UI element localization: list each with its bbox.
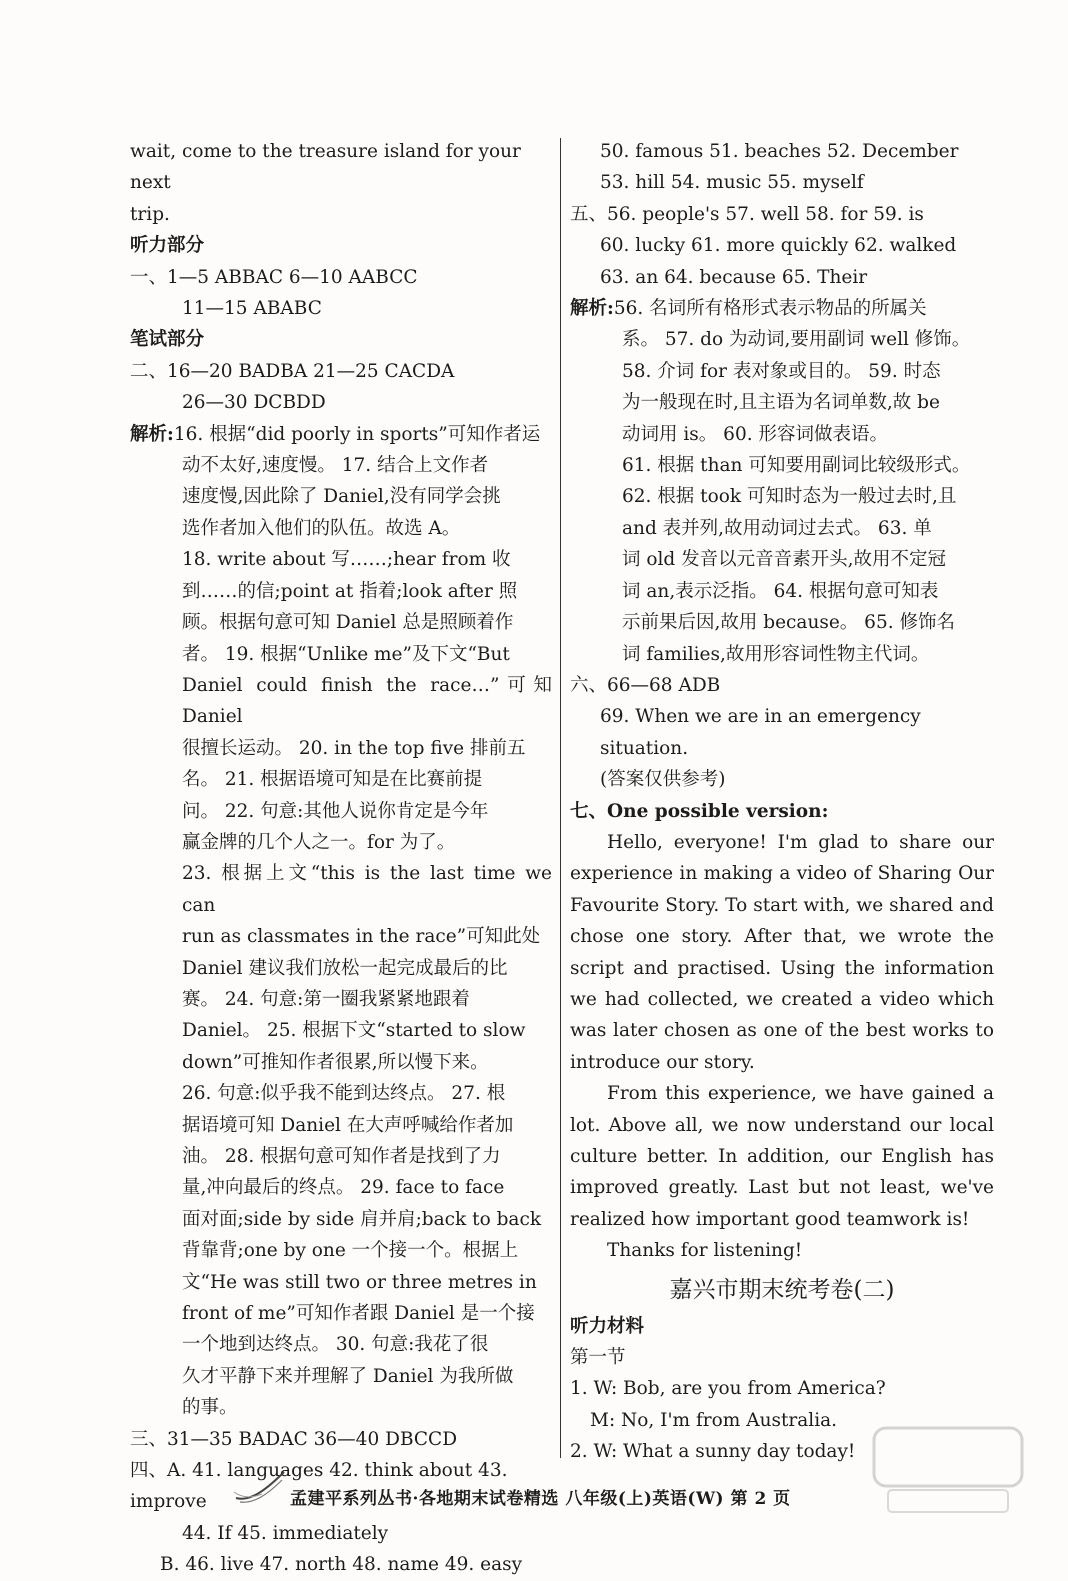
- answer-q4c: B. 46. live 47. north 48. name 49. easy: [160, 1554, 523, 1576]
- part-heading: 第一节: [570, 1347, 626, 1369]
- answer-q1: 一、1—5 ABBAC 6—10 AABCC: [130, 266, 418, 288]
- essay-paragraph: Hello, everyone! I'm glad to share our experience in making a video of Sharing Our Favourite Story. To start with, we shared and chose one story. After that, we wrote the script and practised. Using the information we had collected, we created a video which was later chosen as one of the best works to introduce our story.: [570, 831, 994, 1073]
- analysis-line: 量,冲向最后的终点。 29. face to face: [182, 1177, 505, 1199]
- answer-line: 60. lucky 61. more quickly 62. walked: [600, 235, 957, 257]
- analysis-line: 动词用 is。 60. 形容词做表语。: [622, 423, 888, 445]
- section-title: 嘉兴市期末统考卷(二): [669, 1276, 895, 1303]
- answer-q4b: 44. If 45. immediately: [182, 1522, 389, 1544]
- analysis-line: 62. 根据 took 可知时态为一般过去时,且: [622, 486, 957, 508]
- analysis-line: 油。 28. 根据句意可知作者是找到了力: [182, 1146, 501, 1167]
- analysis-line: 者。 19. 根据“Unlike me”及下文“But: [182, 643, 510, 665]
- answer-q2: 二、16—20 BADBA 21—25 CACDA: [130, 360, 455, 382]
- analysis-line: 的事。: [182, 1397, 238, 1419]
- right-column: [570, 136, 994, 1468]
- swoosh-logo-icon: [232, 1468, 288, 1508]
- analysis-line: 词 old 发音以元音音素开头,故用不定冠: [622, 549, 947, 571]
- listening-heading: 听力部分: [130, 235, 205, 257]
- analysis-label: 解析:: [130, 423, 174, 445]
- dialog-line: M: No, I'm from Australia.: [590, 1409, 838, 1431]
- answer-line: 50. famous 51. beaches 52. December: [600, 141, 959, 162]
- analysis-line: 速度慢,因此除了 Daniel,没有同学会挑: [182, 486, 501, 508]
- analysis-line: 文“He was still two or three metres in: [182, 1271, 537, 1293]
- answer-line: 53. hill 54. music 55. myself: [600, 172, 864, 194]
- analysis-line: 赢金牌的几个人之一。for 为了。: [182, 831, 456, 853]
- analysis-text: 16. 根据“did poorly in sports”可知作者运: [173, 423, 541, 445]
- analysis-first-line: [570, 293, 994, 324]
- analysis-block: [130, 450, 552, 1424]
- analysis-line: 词 an,表示泛指。 64. 根据句意可知表: [622, 580, 939, 602]
- analysis-line: 词 families,故用形容词性物主代词。: [622, 643, 930, 665]
- answer-q2b: 26—30 DCBDD: [182, 392, 326, 414]
- analysis-line: 26. 句意:似乎我不能到达终点。 27. 根: [182, 1083, 506, 1105]
- analysis-line: Daniel 建议我们放松一起完成最后的比: [182, 957, 508, 979]
- watermark-logo-icon: [868, 1420, 1028, 1520]
- analysis-line: 到……的信;point at 指着;look after 照: [182, 580, 518, 602]
- analysis-line: 很擅长运动。 20. in the top five 排前五: [182, 737, 526, 759]
- analysis-line: 久才平静下来并理解了 Daniel 为我所做: [182, 1365, 514, 1387]
- text-line: wait, come to the treasure island for your next: [130, 141, 521, 194]
- analysis-line: 顾。根据句意可知 Daniel 总是照顾着作: [182, 612, 514, 634]
- footer-text: 孟建平系列丛书·各地期末试卷精选 八年级(上)英语(W) 第 2 页: [290, 1489, 791, 1509]
- analysis-line: 为一般现在时,且主语为名词单数,故 be: [622, 392, 940, 414]
- analysis-label: 解析:: [570, 298, 614, 320]
- dialog-line: 1. W: Bob, are you from America?: [570, 1378, 886, 1400]
- analysis-line: front of me”可知作者跟 Daniel 是一个接: [182, 1303, 535, 1325]
- analysis-text: 56. 名词所有格形式表示物品的所属关: [613, 298, 927, 320]
- analysis-line: 18. write about 写……;hear from 收: [182, 549, 511, 571]
- analysis-line: Daniel could finish the race…”可知 Daniel: [182, 674, 552, 728]
- analysis-line: down”可推知作者很累,所以慢下来。: [182, 1051, 489, 1073]
- analysis-line: run as classmates in the race”可知此处: [182, 926, 541, 948]
- analysis-line: and 表并列,故用动词过去式。 63. 单: [622, 517, 932, 539]
- analysis-line: 问。 22. 句意:其他人说你肯定是今年: [182, 800, 489, 822]
- dialog-line: 2. W: What a sunny day today!: [570, 1441, 856, 1463]
- analysis-line: 58. 介词 for 表对象或目的。 59. 时态: [622, 360, 941, 382]
- column-divider: [560, 138, 561, 1458]
- answer-q6: 六、66—68 ADB: [570, 674, 721, 696]
- writing-heading: 七、One possible version:: [570, 800, 829, 822]
- sample-essay: [570, 827, 994, 1267]
- analysis-line: 背靠背;one by one 一个接一个。根据上: [182, 1240, 519, 1262]
- analysis-block: [570, 324, 994, 669]
- answer-line: 69. When we are in an emergency situation.: [600, 706, 921, 759]
- analysis-line: 面对面;side by side 肩并肩;back to back: [182, 1208, 542, 1230]
- material-heading: 听力材料: [570, 1315, 645, 1337]
- analysis-line: 一个地到达终点。 30. 句意:我花了很: [182, 1334, 489, 1356]
- answer-q1b: 11—15 ABABC: [182, 298, 322, 320]
- answer-q5: 五、56. people's 57. well 58. for 59. is: [570, 203, 924, 225]
- answer-line: 63. an 64. because 65. Their: [600, 266, 868, 288]
- analysis-line: 示前果后因,故用 because。 65. 修饰名: [622, 612, 955, 634]
- analysis-line: 动不太好,速度慢。 17. 结合上文作者: [182, 455, 489, 477]
- essay-paragraph: Thanks for listening!: [607, 1240, 803, 1262]
- analysis-line: 61. 根据 than 可知要用副词比较级形式。: [622, 455, 971, 477]
- answer-q3: 三、31—35 BADAC 36—40 DBCCD: [130, 1428, 458, 1450]
- answer-note: (答案仅供参考): [600, 769, 726, 791]
- analysis-line: Daniel。 25. 根据下文“started to slow: [182, 1020, 526, 1042]
- analysis-line: 选作者加入他们的队伍。故选 A。: [182, 517, 461, 539]
- written-heading: 笔试部分: [130, 329, 205, 351]
- left-column: [130, 136, 552, 1581]
- text-line: trip.: [130, 203, 170, 225]
- analysis-line: 据语境可知 Daniel 在大声呼喊给作者加: [182, 1114, 514, 1136]
- analysis-line: 名。 21. 根据语境可知是在比赛前提: [182, 769, 483, 791]
- answer-q4: 四、A. 41. languages 42. think about 43. improve: [130, 1460, 508, 1513]
- analysis-line: 赛。 24. 句意:第一圈我紧紧地跟着: [182, 988, 470, 1010]
- analysis-line: 23. 根据上文“this is the last time we can: [182, 863, 552, 916]
- essay-paragraph: From this experience, we have gained a lot. Above all, we now understand our local culture better. In addition, our English has improved greatly. Last but not least, we've realized how important good teamwork is!: [570, 1083, 994, 1230]
- analysis-line: 系。 57. do 为动词,要用副词 well 修饰。: [622, 329, 971, 351]
- analysis-first-line: [130, 419, 552, 450]
